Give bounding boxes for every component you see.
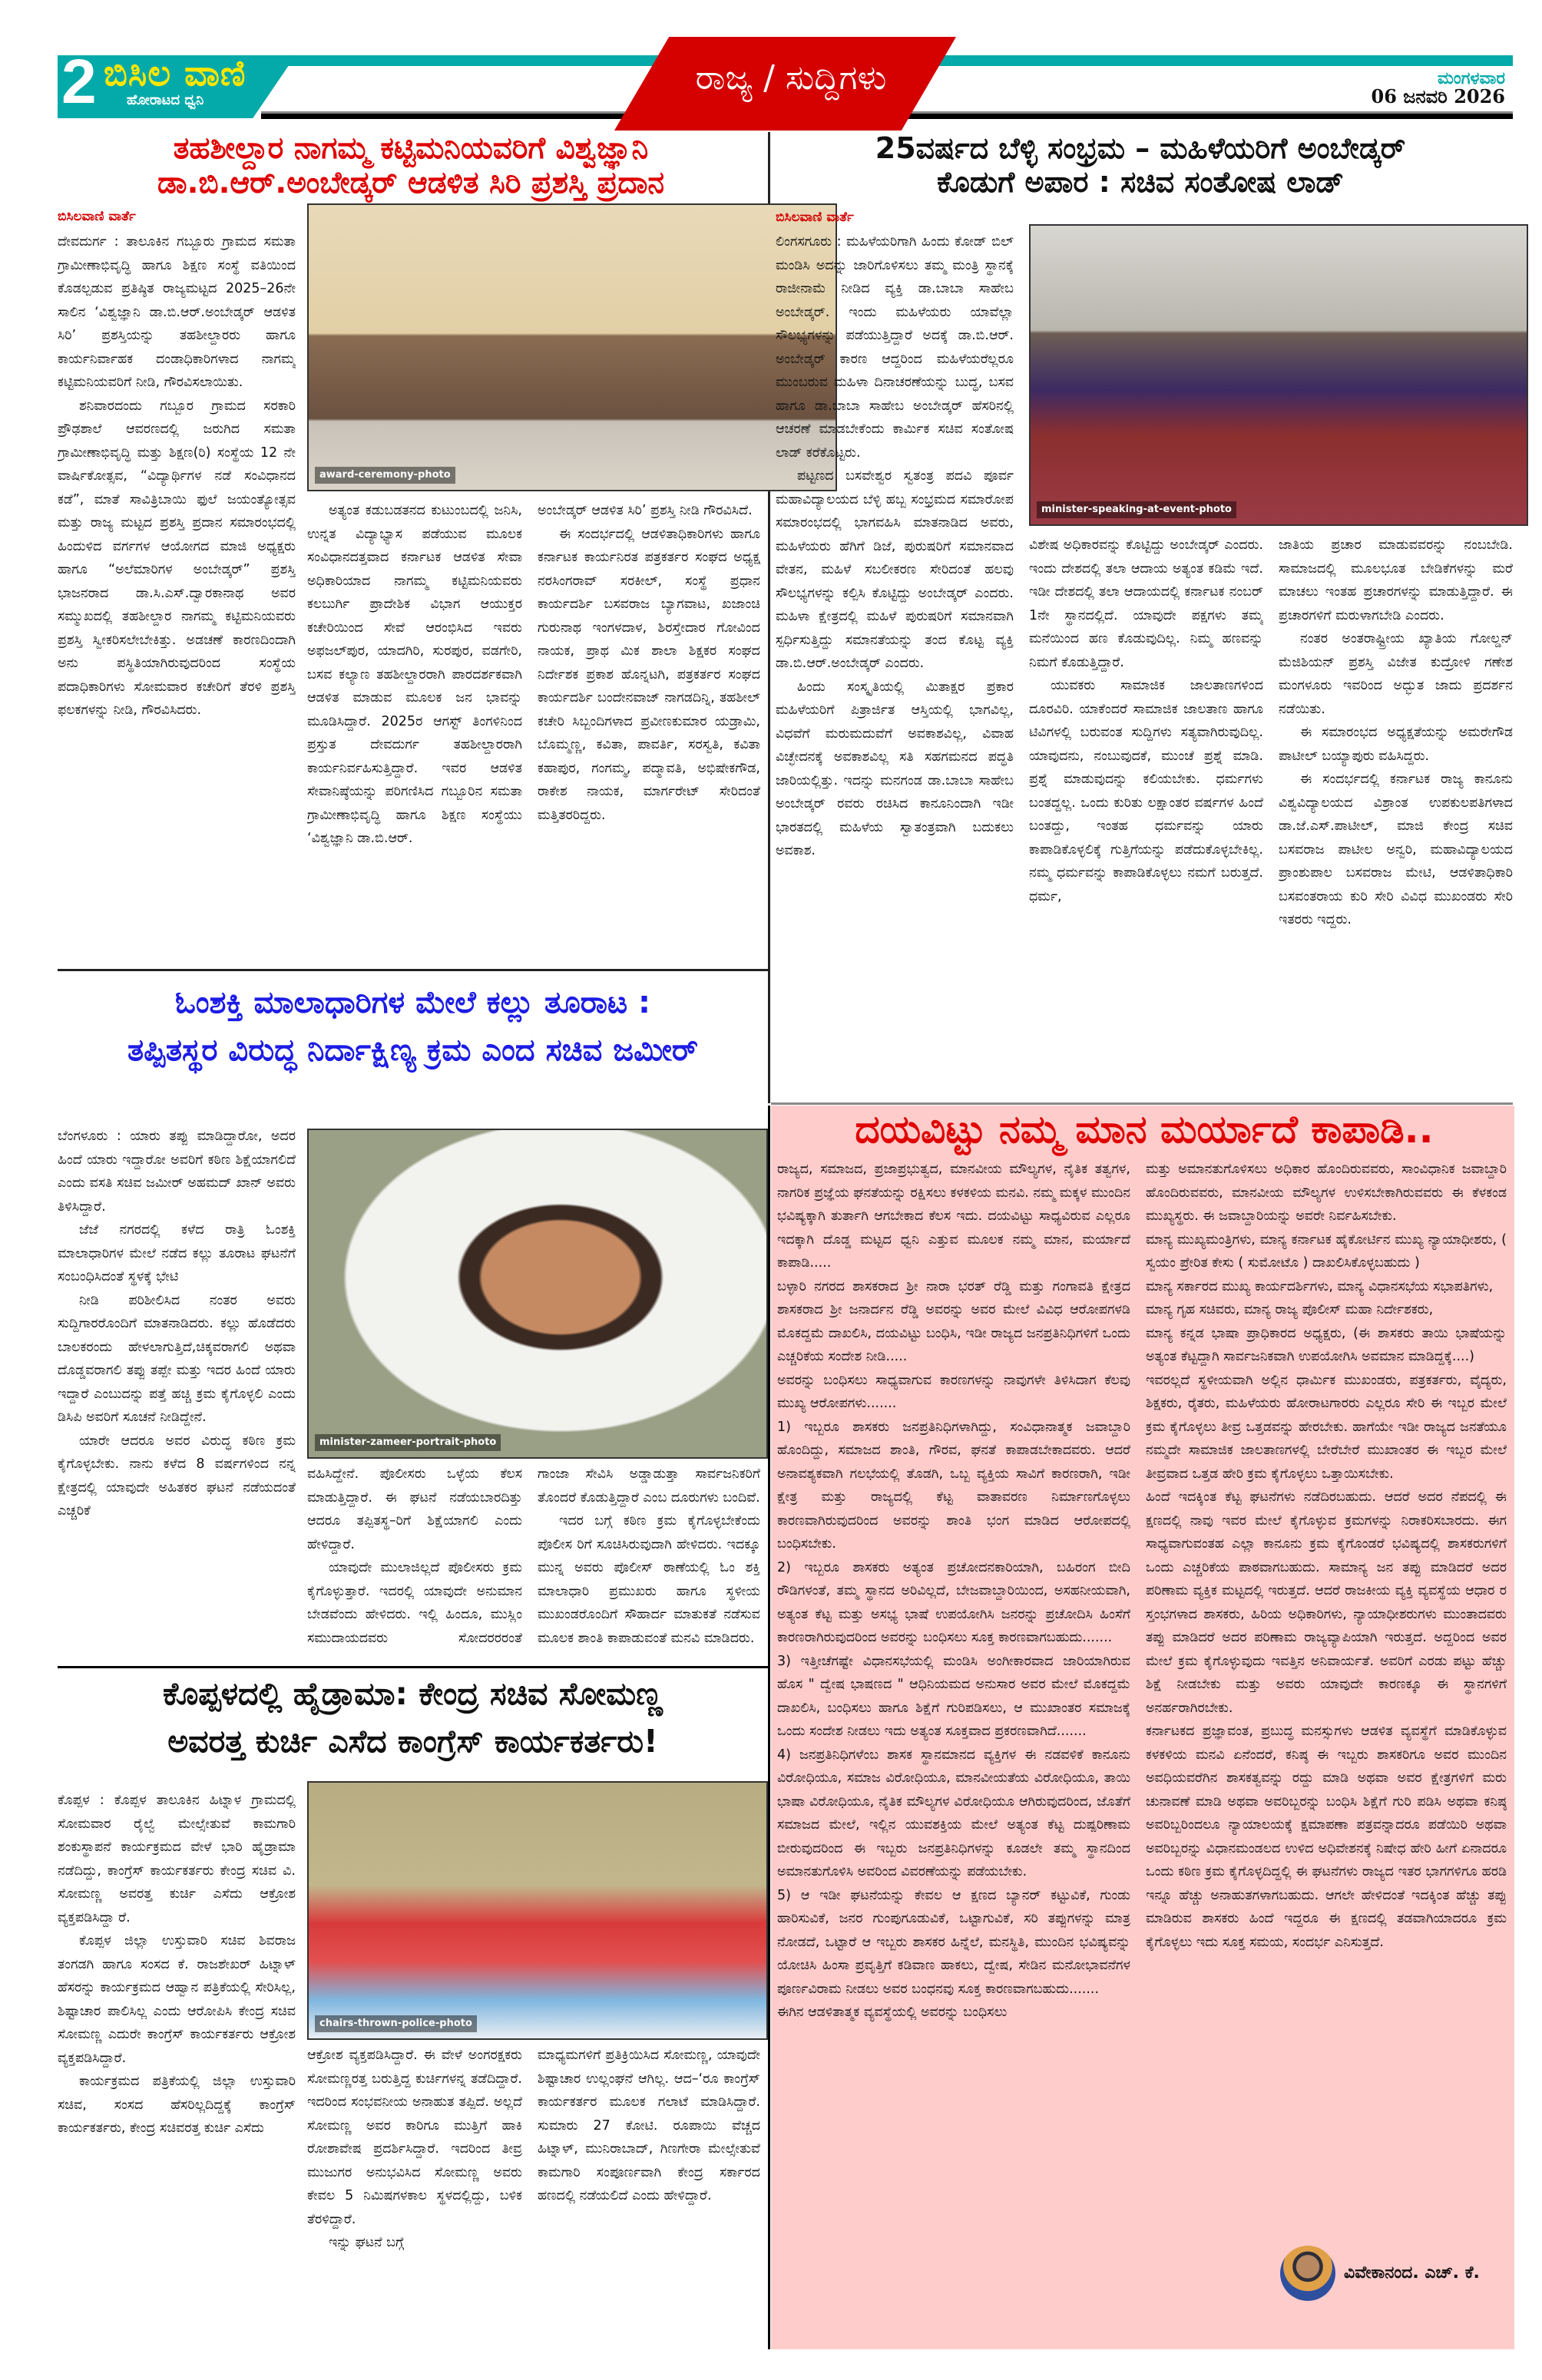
- headline: [58, 132, 764, 201]
- paragraph: ಮಾನ್ಯ ಮುಖ್ಯಮಂತ್ರಿಗಳು, ಮಾನ್ಯ ಕರ್ನಾಟಕ ಹೈಕೋರ್ಟಿನ ಮುಖ್ಯ ನ್ಯಾಯಾಧೀಶರು, ( ಸ್ವಯಂ ಪ್ರೇರಿತ ಕೇಸು ( ಸುಮೋಟೊ ) ದಾಖಲಿಸಿಕೊಳ್ಳಬಹುದು ): [1146, 1231, 1507, 1271]
- paragraph: ಕೊಪ್ಪಳ ಜಿಲ್ಲಾ ಉಸ್ತುವಾರಿ ಸಚಿವ ಶಿವರಾಜ ತಂಗಡಗಿ ಹಾಗೂ ಸಂಸದ ಕೆ. ರಾಜಶೇಖರ್ ಹಿಟ್ನಾಳ್ ಹೆಸರನ್ನು ಕಾರ್ಯಕ್ರಮದ ಆಹ್ವಾನ ಪತ್ರಿಕೆಯಲ್ಲಿ ಸೇರಿಸಿಲ್ಲ, ಶಿಷ್ಟಾಚಾರ ಪಾಲಿಸಿಲ್ಲ ಎಂದು ಆರೋಪಿಸಿ ಕೇಂದ್ರ ಸಚಿವ ಸೋಮಣ್ಣ ಎದುರೇ ಕಾಂಗ್ರೆಸ್ ಕಾರ್ಯಕರ್ತರು ಆಕ್ರೋಶ ವ್ಯಕ್ತಪಡಿಸಿದ್ದಾರೆ.: [58, 1933, 296, 2066]
- newspaper-tagline: ಹೋರಾಟದ ಧ್ವನಿ: [127, 92, 204, 108]
- editorial-column: [777, 1158, 1130, 2348]
- story-photo: [307, 1781, 768, 2040]
- article-column: [1029, 534, 1263, 1098]
- masthead-bar: [238, 55, 668, 66]
- paragraph: 4) ಜನಪ್ರತಿನಿಧಿಗಳೆಂಬ ಶಾಸಕ ಸ್ಥಾನಮಾನದ ವ್ಯಕ್ತಿಗಳ ಈ ನಡವಳಿಕೆ ಕಾನೂನು ವಿರೋಧಿಯೂ, ಸಮಾಜ ವಿರೋಧಿಯೂ, ಮಾನವೀಯತೆಯ ವಿರೋಧಿಯೂ, ತಾಯಿ ಭಾಷಾ ವಿರೋಧಿಯೂ, ನೈತಿಕ ಮೌಲ್ಯಗಳ ವಿರೋಧಿಯೂ ಆಗಿರುವುದರಿಂದ, ಜೊತೆಗೆ ಸಮಾಜದ ಮೇಲೆ, ಇಲ್ಲಿನ ಯುವಶಕ್ತಿಯ ಮೇಲೆ ಅತ್ಯಂತ ಕೆಟ್ಟ ದುಷ್ಪರಿಣಾಮ ಬೀರುವುದರಿಂದ ಈ ಇಬ್ಬರು ಜನಪ್ರತಿನಿಧಿಗಳನ್ನು ಕೂಡಲೇ ತಮ್ಮ ಸ್ಥಾನದಿಂದ ಅಮಾನತುಗೊಳಿಸಿ ಅವರಿಂದ ವಿವರಣೆಯನ್ನು ಪಡೆಯಬೇಕು.: [777, 1747, 1130, 1879]
- headline-line: ಕೊಪ್ಪಳದಲ್ಲಿ ಹೈಡ್ರಾಮಾ: ಕೇಂದ್ರ ಸಚಿವ ಸೋಮಣ್ಣ: [163, 1675, 663, 1712]
- photo-label: minister-zameer-portrait-photo: [315, 1434, 501, 1451]
- article-column: [538, 2044, 760, 2359]
- photo-label: minister-speaking-at-event-photo: [1037, 501, 1236, 518]
- story-divider: [58, 1666, 768, 1668]
- paragraph: ವಿಶೇಷ ಅಧಿಕಾರವನ್ನು ಕೊಟ್ಟಿದ್ದು ಅಂಬೇಡ್ಕರ್ ಎಂದರು. ಇಂದು ದೇಶದಲ್ಲಿ ತಲಾ ಆದಾಯ ಅತ್ಯಂತ ಕಡಿಮೆ ಇದೆ. ಇಡೀ ದೇಶದಲ್ಲಿ ತಲಾ ಆದಾಯದಲ್ಲಿ ಕರ್ನಾಟಕ ನಂಬರ್ 1ನೇ ಸ್ಥಾನದಲ್ಲಿದೆ. ಯಾವುದೇ ಪಕ್ಷಗಳು ತಮ್ಮ ಮನೆಯಿಂದ ಹಣ ಕೊಡುವುದಿಲ್ಲ. ನಿಮ್ಮ ಹಣವನ್ನು ನಿಮಗೆ ಕೊಡುತ್ತಿದ್ದಾರೆ.: [1029, 537, 1263, 670]
- headline-line: ಓಂಶಕ್ತಿ ಮಾಲಾಧಾರಿಗಳ ಮೇಲೆ ಕಲ್ಲು ತೂರಾಟ :: [174, 985, 651, 1020]
- paragraph: ಹಿಂದೆ ಇದಕ್ಕಿಂತ ಕೆಟ್ಟ ಘಟನೆಗಳು ನಡೆದಿರಬಹುದು. ಆದರೆ ಅದರ ನೆಪದಲ್ಲಿ ಈ ಕ್ಷಣದಲ್ಲಿ ನಾವು ಇವರ ಮೇಲೆ ಕೈಗೊಳ್ಳುವ ಕ್ರಮಗಳನ್ನು ನಿರಾಕರಿಸಬಾರದು. ಈಗ ಸಾಧ್ಯವಾಗುವಂತಹ ಎಲ್ಲಾ ಕಾನೂನು ಕ್ರಮ ಕೈಗೊಂಡರೆ ಭವಿಷ್ಯದಲ್ಲಿ ಶಾಸಕರುಗಳಿಗೆ ಒಂದು ಎಚ್ಚರಿಕೆಯ ಪಾಠವಾಗಬಹುದು. ಸಾಮಾನ್ಯ ಜನ ತಪ್ಪು ಮಾಡಿದರೆ ಅದರ ಪರಿಣಾಮ ವ್ಯಕ್ತಿಕ ಮಟ್ಟದಲ್ಲಿ ಇರುತ್ತದೆ. ಆದರೆ ರಾಜಕೀಯ ವ್ಯಕ್ತಿ ವ್ಯವಸ್ಥೆಯ ಆಧಾರ ರ ಸ್ತಂಭಗಳಾದ ಶಾಸಕರು, ಹಿರಿಯ ಅಧಿಕಾರಿಗಳು, ನ್ಯಾಯಾಧೀಶರುಗಳು ಮುಂತಾದವರು ತಪ್ಪು ಮಾಡಿದರೆ ಅದರ ಪರಿಣಾಮ ರಾಜ್ಯವ್ಯಾಪಿಯಾಗಿ ಇರುತ್ತದೆ. ಅದ್ದರಿಂದ ಅವರ ಮೇಲೆ ಕ್ರಮ ಕೈಗೊಳ್ಳುವುದು ಇವತ್ತಿನ ಅನಿವಾರ್ಯತೆ. ಅವರಿಗೆ ಎರಡು ಪಟ್ಟು ಹೆಚ್ಚು ಶಿಕ್ಷೆ ನೀಡಬೇಕು ಮತ್ತು ಅವರು ಯಾವುದೇ ಕಾರಣಕ್ಕೂ ಈ ಸ್ಥಾನಗಳಿಗೆ ಅನರ್ಹರಾಗಿರಬೇಕು.: [1146, 1489, 1507, 1716]
- weekday: ಮಂಗಳವಾರ: [1437, 69, 1505, 88]
- paragraph: ಈ ಸಂದರ್ಭದಲ್ಲಿ ಕರ್ನಾಟಕ ರಾಜ್ಯ ಕಾನೂನು ವಿಶ್ವವಿದ್ಯಾಲಯದ ವಿಶ್ರಾಂತ ಉಪಕುಲಪತಿಗಳಾದ ಡಾ.ಜೆ.ಎಸ್.ಪಾಟೀಲ್, ಮಾಜಿ ಕೇಂದ್ರ ಸಚಿವ ಬಸವರಾಜ ಪಾಟೀಲ ಅನ್ವರಿ, ಮಹಾವಿದ್ಯಾಲಯದ ಪ್ರಾಂಶುಪಾಲ ಬಸವರಾಜ ಮೇಟಿ, ಆಡಳಿತಾಧಿಕಾರಿ ಬಸವಂತರಾಯ ಕುರಿ ಸೇರಿ ವಿವಿಧ ಮುಖಂಡರು ಸೇರಿ ಇತರರು ಇದ್ದರು.: [1279, 772, 1513, 927]
- issue-date: 06 ಜನವರಿ 2026: [1371, 85, 1505, 107]
- paragraph: ಬಳ್ಳಾರಿ ನಗರದ ಶಾಸಕರಾದ ಶ್ರೀ ನಾರಾ ಭರತ್ ರೆಡ್ಡಿ ಮತ್ತು ಗಂಗಾವತಿ ಕ್ಷೇತ್ರದ ಶಾಸಕರಾದ ಶ್ರೀ ಜನಾರ್ದನ ರೆಡ್ಡಿ ಅವರನ್ನು ಅವರ ಮೇಲೆ ವಿವಿಧ ಆರೋಪಗಳಡಿ ಮೊಕದ್ದಮೆ ದಾಖಲಿಸಿ, ದಯವಿಟ್ಟು ಬಂಧಿಸಿ, ಇಡೀ ರಾಜ್ಯದ ಜನಪ್ರತಿನಿಧಿಗಳಿಗೆ ಒಂದು ಎಚ್ಚರಿಕೆಯ ಸಂದೇಶ ನೀಡಿ.....: [777, 1278, 1130, 1364]
- author-name: ವಿವೇಕಾನಂದ. ಎಚ್. ಕೆ.: [1344, 2263, 1480, 2282]
- article-column: [538, 499, 760, 967]
- headline-line: ಅವರತ್ತ ಕುರ್ಚಿ ಎಸೆದ ಕಾಂಗ್ರೆಸ್ ಕಾರ್ಯಕರ್ತರು!: [167, 1722, 658, 1760]
- paragraph: ಬೆಂಗಳೂರು : ಯಾರು ತಪ್ಪು ಮಾಡಿದ್ದಾರೋ, ಅದರ ಹಿಂದೆ ಯಾರು ಇದ್ದಾರೋ ಅವರಿಗೆ ಕಠಿಣ ಶಿಕ್ಷೆಯಾಗಲಿದೆ ಎಂದು ವಸತಿ ಸಚಿವ ಜಮೀರ್ ಅಹಮದ್ ಖಾನ್ ಅವರು ತಿಳಿಸಿದ್ದಾರೆ.: [58, 1129, 296, 1215]
- byline: ಬಿಸಿಲವಾಣಿ ವಾರ್ತೆ: [776, 210, 854, 225]
- headline-line: ತಹಶೀಲ್ದಾರ ನಾಗಮ್ಮ ಕಟ್ಟಿಮನಿಯವರಿಗೆ ವಿಶ್ವಜ್ಞಾನಿ: [173, 131, 649, 166]
- paragraph: ಇನ್ನು ಘಟನೆ ಬಗ್ಗೆ: [329, 2235, 405, 2250]
- author-avatar: [1280, 2246, 1335, 2301]
- paragraph: ಯಾವುದೇ ಮುಲಾಜಿಲ್ಲದೆ ಪೊಲೀಸರು ಕ್ರಮ ಕೈಗೊಳ್ಳುತ್ತಾರೆ. ಇದರಲ್ಲಿ ಯಾವುದೇ ಅನುಮಾನ ಬೇಡವೆಂದು ಹೇಳಿದರು. ಇಲ್ಲಿ ಹಿಂದೂ, ಮುಸ್ಲಿಂ ಸಮುದಾಯದವರು ಸೋದರರರಂತೆ: [307, 1560, 522, 1646]
- article-column: [538, 1463, 760, 1647]
- headline-line: ಕೊಡುಗೆ ಅಪಾರ : ಸಚಿವ ಸಂತೋಷ ಲಾಡ್: [937, 164, 1344, 199]
- article-column: [307, 499, 522, 967]
- paragraph: ಪಟ್ಟಣದ ಬಸವೇಶ್ವರ ಸ್ವತಂತ್ರ ಪದವಿ ಪೂರ್ವ ಮಹಾವಿದ್ಯಾಲಯದ ಬೆಳ್ಳಿ ಹಬ್ಬ ಸಂಭ್ರಮದ ಸಮಾರೋಪ ಸಮಾರಂಭದಲ್ಲಿ ಭಾಗವಹಿಸಿ ಮಾತನಾಡಿದ ಅವರು, ಮಹಿಳೆಯರು ಹೆಗಿಗೆ ಡಿಜೆ, ಪುರುಷರಿಗೆ ಸಮಾನವಾದ ವೇತನ, ಮಹಿಳೆ ಸಬಲೀಕರಣ ಸೇರಿದಂತೆ ಹಲವು ಸೌಲಭ್ಯಗಳನ್ನು ಕಲ್ಪಿಸಿ ಕೊಟ್ಟಿದ್ದು ಅಂಬೇಡ್ಕರ್ ಎಂದರು. ಮಹಿಳಾ ಕ್ಷೇತ್ರದಲ್ಲಿ ಮಹಿಳೆ ಪುರುಷರಿಗೆ ಸಮಾನವಾಗಿ ಸ್ಪರ್ಧಿಸುತ್ತಿದ್ದು ಸಮಾನತೆಯನ್ನು ತಂದ ಕೊಟ್ಟ ವ್ಯಕ್ತಿ ಡಾ.ಬಿ.ಆರ್.ಅಂಬೇಡ್ಕರ್ ಎಂದರು.: [776, 468, 1014, 671]
- masthead-bar: [883, 55, 1513, 66]
- article-column: [307, 1463, 522, 1647]
- editorial-column: [1146, 1158, 1507, 2236]
- paragraph: ಅತ್ಯಂತ ಕಡುಬಡತನದ ಕುಟುಂಬದಲ್ಲಿ ಜನಿಸಿ, ಉನ್ನತ ವಿದ್ಯಾಭ್ಯಾಸ ಪಡೆಯುವ ಮೂಲಕ ಸಂವಿಧಾನದತ್ತವಾದ ಕರ್ನಾಟಕ ಆಡಳಿತ ಸೇವಾ ಅಧಿಕಾರಿಯಾದ ನಾಗಮ್ಮ ಕಟ್ಟಿಮನಿಯವರು ಕಲಬುರ್ಗಿ ಪ್ರಾದೇಶಿಕ ವಿಭಾಗ ಆಯುಕ್ತರ ಕಚೇರಿಯಿಂದ ಸೇವೆ ಆರಂಭಿಸಿದ ಇವರು ಅಫಜಲ್‌ಪುರ, ಯಾದಗಿರಿ, ಸುರಪುರ, ವಡಗೇರಿ, ಬಸವ ಕಲ್ಯಾಣ ತಹಶೀಲ್ದಾರರಾಗಿ ಪಾರದರ್ಶಕವಾಗಿ ಆಡಳಿತ ಮಾಡುವ ಮೂಲಕ ಜನ ಭಾವನ್ನು ಮೂಡಿಸಿದ್ದಾರೆ. 2025ರ ಆಗಸ್ಟ್ ತಿಂಗಳಿನಿಂದ ಪ್ರಸ್ತುತ ದೇವದುರ್ಗ ತಹಶೀಲ್ದಾರರಾಗಿ ಕಾರ್ಯನಿರ್ವಹಿಸುತ್ತಿದ್ದಾರೆ. ಇವರ ಆಡಳಿತ ಸೇವಾನಿಷ್ಠೆಯನ್ನು ಪರಿಗಣಿಸಿದ ಗಬ್ಬೂರಿನ ಸಮತಾ ಗ್ರಾಮೀಣಾಭಿವೃದ್ಧಿ ಹಾಗೂ ಶಿಕ್ಷಣ ಸಂಸ್ಥೆಯು ‘ವಿಶ್ವಜ್ಞಾನಿ ಡಾ.ಬಿ.ಆರ್.: [307, 503, 522, 846]
- story-divider: [771, 1102, 1513, 1105]
- column-divider: [768, 1106, 770, 2349]
- paragraph: ಅವರನ್ನು ಬಂಧಿಸಲು ಸಾಧ್ಯವಾಗುವ ಕಾರಣಗಳನ್ನು ನಾವುಗಳೇ ತಿಳಿಸಿದಾಗ ಕೆಲವು ಮುಖ್ಯ ಆರೋಪಗಳು.......: [777, 1372, 1130, 1411]
- paragraph: ಕೊಪ್ಪಳ : ಕೊಪ್ಪಳ ತಾಲೂಕಿನ ಹಿಟ್ನಾಳ ಗ್ರಾಮದಲ್ಲಿ ಸೋಮವಾರ ರೈಲ್ವೆ ಮೇಲ್ಸೇತುವೆ ಕಾಮಗಾರಿ ಶಂಕುಸ್ಥಾಪನೆ ಕಾರ್ಯಕ್ರಮದ ವೇಳೆ ಭಾರಿ ಹೈಡ್ರಾಮಾ ನಡೆದಿದ್ದು, ಕಾಂಗ್ರೆಸ್ ಕಾರ್ಯಕರ್ತರು ಕೇಂದ್ರ ಸಚಿವ ವಿ. ಸೋಮಣ್ಣ ಅವರತ್ತ ಕುರ್ಚಿ ಎಸೆದು ಆಕ್ರೋಶ ವ್ಯಕ್ತಪಡಿಸಿದ್ದಾ ರೆ.: [58, 1793, 296, 1925]
- headline-line: ಡಾ.ಬಿ.ಆರ್.ಅಂಬೇಡ್ಕರ್ ಆಡಳಿತ ಸಿರಿ ಪ್ರಶಸ್ತಿ ಪ್ರದಾನ: [157, 165, 665, 200]
- paragraph: 2) ಇಬ್ಬರೂ ಶಾಸಕರು ಅತ್ಯಂತ ಪ್ರಚೋದನಕಾರಿಯಾಗಿ, ಬಹಿರಂಗ ಬೀದಿ ರೌಡಿಗಳಂತೆ, ತಮ್ಮ ಸ್ಥಾನದ ಅರಿವಿಲ್ಲದೆ, ಬೇಜವಾಬ್ದಾರಿಯಿಂದ, ಅಸಹನೀಯವಾಗಿ, ಅತ್ಯಂತ ಕೆಟ್ಟ ಮತ್ತು ಅಸಭ್ಯ ಭಾಷೆ ಉಪಯೋಗಿಸಿ ಜನರನ್ನು ಪ್ರಚೋದಿಸಿ ಹಿಂಸೆಗೆ ಕಾರಣರಾಗಿರುವುದರಿಂದ ಅವರನ್ನು ಬಂಧಿಸಲು ಸೂಕ್ತ ಕಾರಣವಾಗಬಹುದು.......: [777, 1559, 1130, 1645]
- paragraph: ಗಾಂಜಾ ಸೇವಿಸಿ ಅಡ್ಡಾಡುತ್ತಾ ಸಾರ್ವಜನಿಕರಿಗೆ ತೊಂದರೆ ಕೊಡುತ್ತಿದ್ದಾರೆ ಎಂಬ ದೂರುಗಳು ಬಂದಿವೆ.: [538, 1466, 760, 1506]
- section-title: ರಾಜ್ಯ / ಸುದ್ದಿಗಳು: [695, 58, 887, 98]
- paragraph: ವಹಿಸಿದ್ದೇನೆ. ಪೊಲೀಸರು ಒಳ್ಳೆಯ ಕೆಲಸ ಮಾಡುತ್ತಿದ್ದಾರೆ. ಈ ಘಟನೆ ನಡೆಯಬಾರದಿತ್ತು ಆದರೂ ತಪ್ಪಿತಸ್ಥ–ರಿಗೆ ಶಿಕ್ಷೆಯಾಗಲಿ ಎಂದು ಹೇಳಿದ್ದಾರೆ.: [307, 1466, 522, 1552]
- paragraph: ಆಕ್ರೋಶ ವ್ಯಕ್ತಪಡಿಸಿದ್ದಾರೆ. ಈ ವೇಳೆ ಅಂಗರಕ್ಷಕರು ಸೋಮಣ್ಣರತ್ತ ಬರುತ್ತಿದ್ದ ಕುರ್ಚಿಗಳನ್ನ ತಡೆದಿದ್ದಾರೆ. ಇದರಿಂದ ಸಂಭವನೀಯ ಅನಾಹುತ ತಪ್ಪಿದೆ. ಅಲ್ಲದೆ ಸೋಮಣ್ಣ ಅವರ ಕಾರಿಗೂ ಮುತ್ತಿಗೆ ಹಾಕಿ ರೋಶಾವೇಷ ಪ್ರದರ್ಶಿಸಿದ್ದಾರೆ. ಇದರಿಂದ ತೀವ್ರ ಮುಜುಗರ ಅನುಭವಿಸಿದ ಸೋಮಣ್ಣ ಅವರು ಕೇವಲ 5 ನಿಮಿಷಗಳಕಾಲ ಸ್ಥಳದಲ್ಲಿದ್ದು, ಬಳಿಕ ತೆರಳಿದ್ದಾರೆ.: [307, 2048, 522, 2227]
- headline: [58, 979, 768, 1074]
- page-number: 2: [61, 47, 97, 117]
- headline: [58, 1671, 768, 1765]
- paragraph: ಮಾನ್ಯ ಸರ್ಕಾರದ ಮುಖ್ಯ ಕಾರ್ಯದರ್ಶಿಗಳು, ಮಾನ್ಯ ವಿಧಾನಸಭೆಯ ಸಭಾಪತಿಗಳು,: [1146, 1278, 1494, 1294]
- paragraph: ಇವರಲ್ಲದೆ ಸ್ಥಳೀಯವಾಗಿ ಅಲ್ಲಿನ ಧಾರ್ಮಿಕ ಮುಖಂಡರು, ಪತ್ರಕರ್ತರು, ವೈದ್ಯರು, ಶಿಕ್ಷಕರು, ರೈತರು, ಮಹಿಳೆಯರು ಹೋರಾಟಗಾರರು ಎಲ್ಲರೂ ಸೇರಿ ಈ ಇಬ್ಬರ ಮೇಲೆ ಕ್ರಮ ಕೈಗೊಳ್ಳಲು ತೀವ್ರ ಒತ್ತಡವನ್ನು ಹೇರಬೇಕು. ಹಾಗೆಯೇ ಇಡೀ ರಾಜ್ಯದ ಜನತೆಯೂ ನಮ್ಮದೇ ಸಾಮಾಜಿಕ ಜಾಲತಾಣಗಳಲ್ಲಿ ಬೇರೆಬೇರೆ ಮುಖಾಂತರ ಈ ಇಬ್ಬರ ಮೇಲೆ ತೀವ್ರವಾದ ಒತ್ತಡ ಹೇರಿ ಕ್ರಮ ಕೈಗೊಳ್ಳಲು ಒತ್ತಾಯಿಸಬೇಕು.: [1146, 1372, 1507, 1482]
- headline-line: ತಪ್ಪಿತಸ್ಥರ ವಿರುದ್ಧ ನಿರ್ದಾಕ್ಷಿಣ್ಯ ಕ್ರಮ ಎಂದ ಸಚಿವ ಜಮೀರ್: [127, 1033, 699, 1068]
- paragraph: 5) ಆ ಇಡೀ ಘಟನೆಯನ್ನು ಕೇವಲ ಆ ಕ್ಷಣದ ಬ್ಯಾನರ್ ಕಟ್ಟುವಿಕೆ, ಗುಂಡು ಹಾರಿಸುವಿಕೆ, ಜನರ ಗುಂಪುಗೂಡುವಿಕೆ, ಒಟ್ಟಾಗುವಿಕೆ, ಸರಿ ತಪ್ಪುಗಳನ್ನು ಮಾತ್ರ ನೋಡದೆ, ಒಟ್ಟಾರೆ ಆ ಇಬ್ಬರು ಶಾಸಕರ ಹಿನ್ನೆಲೆ, ಮನಸ್ಥಿತಿ, ಮುಂದಿನ ಭವಿಷ್ಯವನ್ನು ಯೋಚಿಸಿ ಹಿಂಸಾ ಪ್ರವೃತ್ತಿಗೆ ಕಡಿವಾಣ ಹಾಕಲು, ದ್ವೇಷ, ಸೇಡಿನ ಮನೋಭಾವನೆಗಳ ಪೂರ್ಣವಿರಾಮ ನೀಡಲು ಅವರ ಬಂಧನವು ಸೂಕ್ತ ಕಾರಣವಾಗಬಹುದು.......: [777, 1887, 1130, 1997]
- paragraph: ಮತ್ತು ಅಮಾನತುಗೊಳಿಸಲು ಅಧಿಕಾರ ಹೊಂದಿರುವವರು, ಸಾಂವಿಧಾನಿಕ ಜವಾಬ್ದಾರಿ ಹೊಂದಿರುವವರು, ಮಾನವೀಯ ಮೌಲ್ಯಗಳ ಉಳಿಸಬೇಕಾಗಿರುವವರು ಈ ಕೆಳಕಂಡ ಮುಖ್ಯಸ್ಥರು. ಈ ಜವಾಬ್ದಾರಿಯನ್ನು ಅವರೇ ನಿರ್ವಹಿಸಬೇಕು.: [1146, 1162, 1507, 1224]
- paragraph: ಶನಿವಾರದಂದು ಗಬ್ಬೂರ ಗ್ರಾಮದ ಸರಕಾರಿ ಪ್ರೌಢಶಾಲೆ ಆವರಣದಲ್ಲಿ ಜರುಗಿದ ಸಮತಾ ಗ್ರಾಮೀಣಾಭಿವೃದ್ಧಿ ಮತ್ತು ಶಿಕ್ಷಣ(ರಿ) ಸಂಸ್ಥೆಯ 12 ನೇ ವಾರ್ಷಿಕೋತ್ಸವ, “ವಿದ್ಯಾರ್ಥಿಗಳ ನಡೆ ಸಂವಿಧಾನದ ಕಡೆ”, ಮಾತೆ ಸಾವಿತ್ರಿಬಾಯಿ ಫುಲೆ ಜಯಂತ್ಯೋತ್ಸವ ಮತ್ತು ರಾಜ್ಯ ಮಟ್ಟದ ಪ್ರಶಸ್ತಿ ಪ್ರದಾನ ಸಮಾರಂಭದಲ್ಲಿ ಹಿಂದುಳಿದ ವರ್ಗಗಳ ಆಯೋಗದ ಮಾಜಿ ಅಧ್ಯಕ್ಷರು ಹಾಗೂ “ಅಲೆಮಾರಿಗಳ ಅಂಬೇಡ್ಕರ್” ಪ್ರಶಸ್ತಿ ಭಾಜನರಾದ ಡಾ.ಸಿ.ಎಸ್.ದ್ವಾರಕಾನಾಥ ಅವರ ಸಮ್ಮುಖದಲ್ಲಿ ತಹಶೀಲ್ದಾರ ನಾಗಮ್ಮ ಕಟ್ಟಿಮನಿಯವರು ಪ್ರಶಸ್ತಿ ಸ್ವೀಕರಿಸಲೇಬೇಕಿತ್ತು. ಅಡಚಣೆ ಕಾರಣದಿಂದಾಗಿ ಅನು ಪಸ್ಥಿತಿಯಾಗಿರುವುದರಿಂದ ಸಂಸ್ಥೆಯ ಪದಾಧಿಕಾರಿಗಳು ಸೋಮವಾರ ಕಚೇರಿಗೆ ತೆರಳಿ ಪ್ರಶಸ್ತಿ ಫಲಕಗಳನ್ನು ನೀಡಿ, ಗೌರವಿಸಿದರು.: [58, 398, 296, 718]
- paragraph: ರಾಜ್ಯದ, ಸಮಾಜದ, ಪ್ರಜಾಪ್ರಭುತ್ವದ, ಮಾನವೀಯ ಮೌಲ್ಯಗಳ, ನೈತಿಕ ತತ್ವಗಳ, ನಾಗರಿಕ ಪ್ರಜ್ಞೆಯ ಘನತೆಯನ್ನು ರಕ್ಷಿಸಲು ಕಳಕಳಿಯ ಮನವಿ. ನಮ್ಮ ಮಕ್ಕಳ ಮುಂದಿನ ಭವಿಷ್ಯಕ್ಕಾಗಿ ತುರ್ತಾಗಿ ಆಗಬೇಕಾದ ಕೆಲಸ ಇದು. ದಯವಿಟ್ಟು ಸಾಧ್ಯವಿರುವ ಎಲ್ಲರೂ ಇದಕ್ಕಾಗಿ ದೊಡ್ಡ ಮಟ್ಟದ ಧ್ವನಿ ಎತ್ತುವ ಮೂಲಕ ನಮ್ಮ ಮಾನ, ಮರ್ಯಾದೆ ಕಾಪಾಡಿ.....: [777, 1162, 1130, 1271]
- newspaper-name: ಬಿಸಿಲ ವಾಣಿ: [104, 52, 247, 94]
- story-photo: [307, 203, 837, 491]
- paragraph: ನಂತರ ಅಂತರಾಷ್ಟ್ರೀಯ ಖ್ಯಾತಿಯ ಗೋಲ್ಡನ್ ಮೆಜಿಶಿಯನ್ ಪ್ರಶಸ್ತಿ ವಿಜೇತ ಕುದ್ರೋಳಿ ಗಣೇಶ ಮಂಗಳೂರು ಇವರಿಂದ ಅದ್ಭುತ ಜಾದು ಪ್ರದರ್ಶನ ನಡೆಯಿತು.: [1279, 631, 1513, 717]
- paragraph: ಅಂಬೇಡ್ಕರ್ ಆಡಳಿತ ಸಿರಿ’ ಪ್ರಶಸ್ತಿ ನೀಡಿ ಗೌರವಿಸಿದೆ.: [538, 503, 753, 518]
- article-column: [307, 2044, 522, 2359]
- paragraph: ಜೆಜೆ ನಗರದಲ್ಲಿ ಕಳೆದ ರಾತ್ರಿ ಓಂಶಕ್ತಿ ಮಾಲಾಧಾರಿಗಳ ಮೇಲೆ ನಡೆದ ಕಲ್ಲು ತೂರಾಟ ಘಟನೆಗೆ ಸಂಬಂಧಿಸಿದಂತೆ ಸ್ಥಳಕ್ಕೆ ಭೇಟಿ: [58, 1222, 296, 1284]
- paragraph: 1) ಇಬ್ಬರೂ ಶಾಸಕರು ಜನಪ್ರತಿನಿಧಿಗಳಾಗಿದ್ದು, ಸಂವಿಧಾನಾತ್ಮಕ ಜವಾಬ್ದಾರಿ ಹೊಂದಿದ್ದು, ಸಮಾಜದ ಶಾಂತಿ, ಗೌರವ, ಘನತೆ ಕಾಪಾಡಬೇಕಾದವರು. ಆದರೆ ಅನಾವಶ್ಯಕವಾಗಿ ಗಲಭೆಯಲ್ಲಿ ತೊಡಗಿ, ಒಬ್ಬ ವ್ಯಕ್ತಿಯ ಸಾವಿಗೆ ಕಾರಣರಾಗಿ, ಇಡೀ ಕ್ಷೇತ್ರ ಮತ್ತು ರಾಜ್ಯದಲ್ಲಿ ಕೆಟ್ಟ ವಾತಾವರಣ ನಿರ್ಮಾಣಗೊಳ್ಳಲು ಕಾರಣವಾಗಿರುವುದರಿಂದ ಅವರನ್ನು ಶಾಂತಿ ಭಂಗ ಮಾಡಿದ ಆರೋಪದಲ್ಲಿ ಬಂಧಿಸಬೇಕು.: [777, 1419, 1130, 1552]
- headline-line: 25ವರ್ಷದ ಬೆಳ್ಳಿ ಸಂಭ್ರಮ – ಮಹಿಳೆಯರಿಗೆ ಅಂಬೇಡ್ಕರ್: [875, 131, 1406, 165]
- article-column: [1279, 534, 1513, 1098]
- story-photo: [1029, 224, 1528, 526]
- paragraph: ನೀಡಿ ಪರಿಶೀಲಿಸಿದ ನಂತರ ಅವರು ಸುದ್ದಿಗಾರರೊಂದಿಗೆ ಮಾತನಾಡಿದರು. ಕಲ್ಲು ಹೊಡೆದರು ಬಾಲಕರಂದು ಹೇಳಲಾಗುತ್ತಿದೆ,ಚಿಕ್ಕವರಾಗಲಿ ಅಥವಾ ದೊಡ್ಡವರಾಗಲಿ ತಪ್ಪು ತಪ್ಪೇ ಮತ್ತು ಇದರ ಹಿಂದೆ ಯಾರು ಇದ್ದಾರೆ ಎಂಬುದನ್ನು ಪತ್ತೆ ಹಚ್ಚಿ ಕ್ರಮ ಕೈಗೊಳ್ಳಲಿ ಎಂದು ಡಿಸಿಪಿ ಅವರಿಗೆ ಸೂಚನೆ ನೀಡಿದ್ದೇನೆ.: [58, 1292, 296, 1425]
- story-photo: [307, 1129, 768, 1459]
- masthead: [0, 0, 1542, 131]
- article-column: [58, 1789, 296, 2357]
- paragraph: ಮಾಧ್ಯಮಗಳಿಗೆ ಪ್ರತಿಕ್ರಿಯಿಸಿದ ಸೋಮಣ್ಣ, ಯಾವುದೇ ಶಿಷ್ಟಾಚಾರ ಉಲ್ಲಂಘನೆ ಆಗಿಲ್ಲ. ಆದ–‘ರೂ ಕಾಂಗ್ರೆಸ್ ಕಾರ್ಯಕರ್ತರ ಮೂಲಕ ಗಲಾಟೆ ಮಾಡಿಸಿದ್ದಾರೆ. ಸುಮಾರು 27 ಕೋಟಿ. ರೂಪಾಯಿ ವೆಚ್ಚದ ಹಿಟ್ನಾಳ್, ಮುನಿರಾಬಾದ್, ಗಿಣಗೇರಾ ಮೇಲ್ಸೇತುವೆ ಕಾಮಗಾರಿ ಸಂಪೂರ್ಣವಾಗಿ ಕೇಂದ್ರ ಸರ್ಕಾರದ ಹಣದಲ್ಲಿ ನಡೆಯಲಿದೆ ಎಂದು ಹೇಳಿದ್ದಾರೆ.: [538, 2048, 760, 2203]
- article-column: [776, 230, 1014, 1098]
- byline: ಬಿಸಿಲವಾಣಿ ವಾರ್ತೆ: [58, 209, 136, 224]
- paragraph: ಈಗಿನ ಆಡಳಿತಾತ್ಮಕ ವ್ಯವಸ್ಥೆಯಲ್ಲಿ ಅವರನ್ನು ಬಂಧಿಸಲು: [777, 2005, 1008, 2020]
- article-column: [58, 1125, 296, 1647]
- paragraph: ಈ ಸಮಾರಂಭದ ಅಧ್ಯಕ್ಷತೆಯನ್ನು ಅಮರೇಗೌಡ ಪಾಟೀಲ್ ಬಯ್ಯಾಪುರು ವಹಿಸಿದ್ದರು.: [1279, 725, 1513, 764]
- paragraph: ಇದರ ಬಗ್ಗೆ ಕಠಿಣ ಕ್ರಮ ಕೈಗೊಳ್ಳಬೇಕೆಂದು ಪೊಲೀಸ ರಿಗೆ ಸೂಚಿಸಿರುವುದಾಗಿ ಹೇಳಿದರು. ಇದಕ್ಕೂ ಮುನ್ನ ಅವರು ಪೊಲೀಸ್ ಠಾಣೆಯಲ್ಲಿ ಓಂ ಶಕ್ತಿ ಮಾಲಾಧಾರಿ ಪ್ರಮುಖರು ಹಾಗೂ ಸ್ಥಳೀಯ ಮುಖಂಡರೊಂದಿಗೆ ಸೌಹಾರ್ದ ಮಾತುಕತೆ ನಡೆಸುವ ಮೂಲಕ ಶಾಂತಿ ಕಾಪಾಡುವಂತೆ ಮನವಿ ಮಾಡಿದರು.: [538, 1513, 760, 1646]
- photo-label: chairs-thrown-police-photo: [315, 2015, 477, 2032]
- story-divider: [58, 969, 768, 971]
- editorial-headline: ದಯವಿಟ್ಟು ನಮ್ಮ ಮಾನ ಮರ್ಯಾದೆ ಕಾಪಾಡಿ..: [855, 1107, 1434, 1152]
- paragraph: ಕಾರ್ಯಕ್ರಮದ ಪತ್ರಿಕೆಯಲ್ಲಿ ಜಿಲ್ಲಾ ಉಸ್ತುವಾರಿ ಸಚಿವ, ಸಂಸದ ಹೆಸರಿಲ್ಲದಿದ್ದಕ್ಕೆ ಕಾಂಗ್ರೆಸ್ ಕಾರ್ಯಕರ್ತರು, ಕೇಂದ್ರ ಸಚಿವರತ್ತ ಕುರ್ಚಿ ಎಸೆದು: [58, 2074, 296, 2136]
- article-column: [58, 230, 296, 967]
- photo-label: award-ceremony-photo: [315, 467, 455, 484]
- paragraph: ದೇವದುರ್ಗ : ತಾಲೂಕಿನ ಗಬ್ಬೂರು ಗ್ರಾಮದ ಸಮತಾ ಗ್ರಾಮೀಣಾಭಿವೃದ್ಧಿ ಹಾಗೂ ಶಿಕ್ಷಣ ಸಂಸ್ಥೆ ವತಿಯಿಂದ ಕೊಡಲ್ಪಡುವ ಪ್ರತಿಷ್ಠಿತ ರಾಜ್ಯಮಟ್ಟದ 2025–26ನೇ ಸಾಲಿನ ‘ವಿಶ್ವಜ್ಞಾನಿ ಡಾ.ಬಿ.ಆರ್.ಅಂಬೇಡ್ಕರ್ ಆಡಳಿತ ಸಿರಿ’ ಪ್ರಶಸ್ತಿಯನ್ನು ತಹಶೀಲ್ದಾರರು ಹಾಗೂ ಕಾರ್ಯನಿರ್ವಾಹಕ ದಂಡಾಧಿಕಾರಿಗಳಾದ ನಾಗಮ್ಮ ಕಟ್ಟಿಮನಿಯವರಿಗೆ ನೀಡಿ, ಗೌರವಿಸಲಾಯಿತು.: [58, 234, 296, 390]
- paragraph: ಯಾರೇ ಆದರೂ ಅವರ ವಿರುದ್ಧ ಕಠಿಣ ಕ್ರಮ ಕೈಗೊಳ್ಳಬೇಕು. ನಾನು ಕಳೆದ 8 ವರ್ಷಗಳಿಂದ ನನ್ನ ಕ್ಷೇತ್ರದಲ್ಲಿ ಯಾವುದೇ ಅಹಿತಕರ ಘಟನೆ ನಡೆಯದಂತೆ ಎಚ್ಚರಿಕೆ: [58, 1433, 296, 1519]
- paragraph: 3) ಇತ್ತೀಚೆಗಷ್ಟೇ ವಿಧಾನಸಭೆಯಲ್ಲಿ ಮಂಡಿಸಿ ಅಂಗೀಕಾರವಾದ ಜಾರಿಯಾಗಿರುವ ಹೊಸ " ದ್ವೇಷ ಭಾಷಣದ " ಆಧಿನಿಯಮದ ಅನುಸಾರ ಅವರ ಮೇಲೆ ಮೊಕದ್ದಮೆ ದಾಖಲಿಸಿ, ಬಂಧಿಸಲು ಹಾಗೂ ಶಿಕ್ಷೆಗೆ ಗುರಿಪಡಿಸಲು, ಆ ಮುಖಾಂತರ ಸಮಾಜಕ್ಕೆ ಒಂದು ಸಂದೇಶ ನೀಡಲು ಇದು ಅತ್ಯಂತ ಸೂಕ್ತವಾದ ಪ್ರಕರಣವಾಗಿದೆ.......: [777, 1653, 1130, 1739]
- paragraph: ಜಾತಿಯ ಪ್ರಚಾರ ಮಾಡುವವರನ್ನು ನಂಬಬೇಡಿ. ಸಾಮಾಜದಲ್ಲಿ ಮೂಲಭೂತ ಬೇಡಿಕೆಗಳನ್ನು ಮರೆ ಮಾಚಲು ಇಂತಹ ಪ್ರಚಾರಗಳನ್ನು ಮಾಡುತ್ತಿದ್ದಾರೆ. ಈ ಪ್ರಚಾರಗಳಿಗೆ ಮರುಳಾಗಬೇಡಿ ಎಂದರು.: [1279, 537, 1513, 623]
- paragraph: ಈ ಸಂದರ್ಭದಲ್ಲಿ ಆಡಳಿತಾಧಿಕಾರಿಗಳು ಹಾಗೂ ಕರ್ನಾಟಕ ಕಾರ್ಯನಿರತ ಪತ್ರಕರ್ತರ ಸಂಘದ ಅಧ್ಯಕ್ಷ ನರಸಿಂಗರಾವ್ ಸರಕೀಲ್, ಸಂಸ್ಥೆ ಪ್ರಧಾನ ಕಾರ್ಯದರ್ಶಿ ಬಸವರಾಜ ಬ್ಯಾಗವಾಟ, ಖಜಾಂಚಿ ಗುರುನಾಥ ಇಂಗಳದಾಳ, ಶಿರಸ್ತೇದಾರ ಗೋವಿಂದ ನಾಯಕ, ಪ್ರಾಥ ಮಿಕ ಶಾಲಾ ಶಿಕ್ಷಕರ ಸಂಘದ ನಿರ್ದೇಶಕ ಪ್ರಕಾಶ ಹೊನ್ನಟಗಿ, ಪತ್ರಕರ್ತರ ಸಂಘದ ಕಾರ್ಯದರ್ಶಿ ಬಂದೇನವಾಜ್ ನಾಗಡದಿನ್ನಿ, ತಹಶೀಲ್ ಕಚೇರಿ ಸಿಬ್ಬಂದಿಗಳಾದ ಪ್ರವೀಣಕುಮಾರ ಯಡ್ರಾಮಿ, ಬೊಮ್ಮಣ್ಣ, ಕವಿತಾ, ಪಾವರ್ತಿ, ಸರಸ್ವತಿ, ಕವಿತಾ ಕಹಾಪುರ, ಗಂಗಮ್ಮ, ಪದ್ಮಾವತಿ, ಅಭಿಷೇಕಗೌಡ, ರಾಕೇಶ ನಾಯಕ, ಮಾರ್ಗರೇಟ್ ಸೇರಿದಂತೆ ಮತ್ತಿತರರಿದ್ದರು.: [538, 526, 760, 823]
- paragraph: ಮಾನ್ಯ ಕನ್ನಡ ಭಾಷಾ ಪ್ರಾಧಿಕಾರದ ಅಧ್ಯಕ್ಷರು, (ಈ ಶಾಸಕರು ತಾಯಿ ಭಾಷೆಯನ್ನು ಅತ್ಯಂತ ಕೆಟ್ಟದ್ದಾಗಿ ಸಾರ್ವಜನಿಕವಾಗಿ ಉಪಯೋಗಿಸಿ ಅವಮಾನ ಮಾಡಿದ್ದಕ್ಕೆ....): [1146, 1325, 1507, 1364]
- paragraph: ಮಾನ್ಯ ಗೃಹ ಸಚಿವರು, ಮಾನ್ಯ ರಾಜ್ಯ ಪೊಲೀಸ್ ಮಹಾ ನಿರ್ದೇಶಕರು,: [1146, 1302, 1434, 1317]
- paragraph: ಕರ್ನಾಟಕದ ಪ್ರಜ್ಞಾವಂತ, ಪ್ರಬುದ್ಧ ಮನಸ್ಸುಗಳು ಆಡಳಿತ ವ್ಯವಸ್ಥೆಗೆ ಮಾಡಿಕೊಳ್ಳುವ ಕಳಕಳಿಯ ಮನವಿ ಏನೆಂದರೆ, ಕನಿಷ್ಠ ಈ ಇಬ್ಬರು ಶಾಸಕರಿಗೂ ಅವರ ಮುಂದಿನ ಅವಧಿಯವರೆಗಿನ ಶಾಸಕತ್ವವನ್ನು ರದ್ದು ಮಾಡಿ ಅಥವಾ ಅವರ ಕ್ಷೇತ್ರಗಳಿಗೆ ಮರು ಚುನಾವಣೆ ಮಾಡಿ ಅಥವಾ ಅವರಿಬ್ಬರನ್ನು ಬಂಧಿಸಿ ಶಿಕ್ಷೆಗೆ ಗುರಿ ಪಡಿಸಿ ಅಥವಾ ಕನಿಷ್ಠ ಅವರಿಬ್ಬರಿಂದಲೂ ನ್ಯಾಯಾಲಯಕ್ಕೆ ಕ್ಷಮಾಪಣಾ ಪತ್ರವನ್ನಾದರೂ ಪಡೆಯಿರಿ ಅಥವಾ ಅವರಿಬ್ಬರನ್ನು ವಿಧಾನಮಂಡಲದ ಉಳಿದ ಅಧಿವೇಶನಕ್ಕೆ ನಿಷೇಧ ಹೇರಿ ಹೀಗೆ ಏನಾದರೂ ಒಂದು ಕಠಿಣ ಕ್ರಮ ಕೈಗೊಳ್ಳದಿದ್ದಲ್ಲಿ ಈ ಘಟನೆಗಳು ರಾಜ್ಯದ ಇತರ ಭಾಗಗಳಿಗೂ ಹರಡಿ ಇನ್ನೂ ಹೆಚ್ಚು ಅನಾಹುತಗಳಾಗಬಹುದು. ಆಗಲೇ ಹೇಳಿದಂತೆ ಇದಕ್ಕಿಂತ ಹೆಚ್ಚು ತಪ್ಪು ಮಾಡಿರುವ ಶಾಸಕರು ಹಿಂದೆ ಇದ್ದರೂ ಈ ಕ್ಷಣದಲ್ಲಿ ತಡವಾಗಿಯಾದರೂ ಕ್ರಮ ಕೈಗೊಳ್ಳಲು ಇದು ಸೂಕ್ತ ಸಮಯ, ಸಂದರ್ಭ ಎನಿಸುತ್ತದೆ.: [1146, 1724, 1507, 1950]
- paragraph: ಹಿಂದು ಸಂಸ್ಕೃತಿಯಲ್ಲಿ ಮಿತಾಕ್ಷರ ಪ್ರಕಾರ ಮಹಿಳೆಯರಿಗೆ ಪಿತ್ರಾರ್ಜಿತ ಆಸ್ತಿಯಲ್ಲಿ ಭಾಗವಿಲ್ಲ, ವಿಧವೆಗೆ ಮರುಮದುವೆಗೆ ಅವಕಾಶವಿಲ್ಲ, ವಿವಾಹ ವಿಚ್ಛೇದನಕ್ಕೆ ಅವಕಾಶವಿಲ್ಲ ಸತಿ ಸಹಗಮನದ ಪದ್ಧತಿ ಜಾರಿಯಲ್ಲಿತ್ತು. ಇದನ್ನು ಮನಗಂಡ ಡಾ.ಬಾಬಾ ಸಾಹೇಬ ಅಂಬೇಡ್ಕರ್ ರವರು ರಚಿಸಿದ ಕಾನೂನಿಂದಾಗಿ ಇಡೀ ಭಾರತದಲ್ಲಿ ಮಹಿಳೆಯ ಸ್ವಾತಂತ್ರವಾಗಿ ಬದುಕಲು ಅವಕಾಶ.: [776, 679, 1014, 858]
- headline: [776, 132, 1505, 199]
- paragraph: ಯುವಕರು ಸಾಮಾಜಿಕ ಜಾಲತಾಣಗಳಿಂದ ದೂರವಿರಿ. ಯಾಕೆಂದರೆ ಸಾಮಾಜಿಕ ಜಾಲತಾಣ ಹಾಗೂ ಟಿವಿಗಳಲ್ಲಿ ಬರುವಂತ ಸುದ್ದಿಗಳು ಸತ್ಯವಾಗಿರುವುದಿಲ್ಲ. ಯಾವುದನು, ನಂಬುವುದಕೆ, ಮುಂಚೆ ಪ್ರಶ್ನೆ ಮಾಡಿ. ಪ್ರಶ್ನೆ ಮಾಡುವುದನ್ನು ಕಲಿಯಬೇಕು. ಧರ್ಮಗಳು ಬಂತದ್ದಲ್ಲ. ಒಂದು ಕುರಿತು ಲಕ್ಷಾಂತರ ವರ್ಷಗಳ ಹಿಂದೆ ಬಂತದ್ದು, ಇಂತಹ ಧರ್ಮವನ್ನು ಯಾರು ಕಾಪಾಡಿಕೊಳ್ಳಲಿಕ್ಕೆ ಗುತ್ತಿಗೆಯನ್ನು ಪಡೆದುಕೊಳ್ಳಬೇಕಿಲ್ಲ. ನಮ್ಮ ಧರ್ಮವನ್ನು ಕಾಪಾಡಿಕೊಳ್ಳಲು ನಮಗೆ ಬರುತ್ತದೆ. ಧರ್ಮ,: [1029, 678, 1263, 904]
- paragraph: ಲಿಂಗಸಗೂರು : ಮಹಿಳೆಯರಿಗಾಗಿ ಹಿಂದು ಕೋಡ್ ಬಿಲ್ ಮಂಡಿಸಿ ಅದನ್ನು ಜಾರಿಗೊಳಿಸಲು ತಮ್ಮ ಮಂತ್ರಿ ಸ್ಥಾನಕ್ಕೆ ರಾಜೀನಾಮೆ ನೀಡಿದ ವ್ಯಕ್ತಿ ಡಾ.ಬಾಬಾ ಸಾಹೇಬ ಅಂಬೇಡ್ಕರ್. ಇಂದು ಮಹಿಳೆಯರು ಯಾವೆಲ್ಲಾ ಸೌಲಭ್ಯಗಳನ್ನು ಪಡೆಯುತ್ತಿದ್ದಾರೆ ಅದಕ್ಕೆ ಡಾ.ಬಿ.ಆರ್. ಅಂಬೇಡ್ಕರ್ ಕಾರಣ ಆದ್ದರಿಂದ ಮಹಿಳೆಯರೆಲ್ಲರೂ ಮುಂಬರುವ ಮಹಿಳಾ ದಿನಾಚರಣೆಯನ್ನು ಬುದ್ಧ, ಬಸವ ಹಾಗೂ ಡಾ.ಬಾಬಾ ಸಾಹೇಬ ಅಂಬೇಡ್ಕರ್ ಹೆಸರಿನಲ್ಲಿ ಆಚರಣೆ ಮಾಡಬೇಕೆಂದು ಕಾರ್ಮಿಕ ಸಚಿವ ಸಂತೋಷ ಲಾಡ್ ಕರೆಕೊಟ್ಟರು.: [776, 234, 1014, 461]
